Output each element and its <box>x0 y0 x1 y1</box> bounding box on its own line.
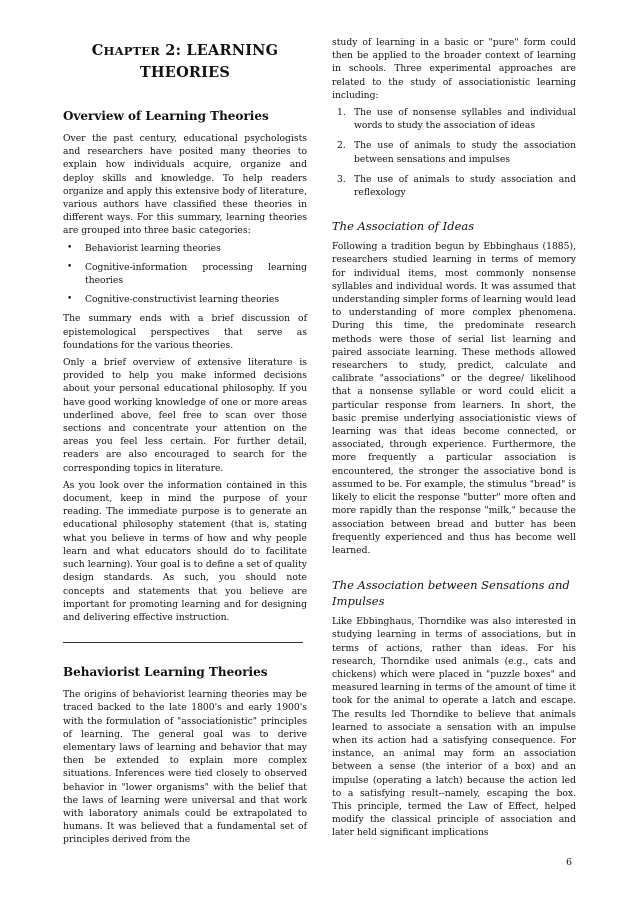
experimental-approaches-list <box>332 106 576 199</box>
list-item: • Behaviorist learning theories <box>67 242 221 254</box>
bullet-icon: • <box>67 261 73 272</box>
sensations-impulses-heading: The Association between Sensations and Impulses <box>332 578 570 609</box>
list-item: 1. The use of nonsense syllables and individual words to study the association of ideas <box>337 107 576 132</box>
chapter-prefix-rest: HAPTER <box>103 44 161 58</box>
left-column <box>63 36 307 851</box>
right-intro-paragraph: study of learning in a basic or "pure" form could then be applied to the broader context of learning in schools. Three experimental approaches are related to the study of associationistic learning including: <box>332 37 576 101</box>
association-of-ideas-paragraph: Following a tradition begun by Ebbinghaus (1885), researchers studied learning in terms of memory for individual items, most commonly nonsense syllables and individual words. It was assumed that understanding simpler forms of learning would lead to understanding of more complex phenomena. During this time, the predominate research methods were those of serial list learning and paired associate learning. These methods allowed researchers to study, predict, calculate and calibrate "associations" or the degree/ likelihood that a nonsense syllable or word could elicit a particular response from learners. In short, the basic premise underlying associationistic views of learning was that ideas become connected, or associated, through experience. Furthermore, the more frequently a particular association is encountered, the stronger the associative bond is assumed to be. For example, the stimulus "bread" is likely to elicit the response "butter" more often and more rapidly than the response "milk," because the association between bread and butter has been frequently experienced and thus has become well learned. <box>332 241 576 556</box>
spacer <box>332 206 576 218</box>
list-item: • Cognitive-constructivist learning theories <box>67 294 280 306</box>
overview-paragraph-2: The summary ends with a brief discussion of epistemological perspectives that serve as foundations for the various theories. <box>63 313 307 351</box>
behaviorist-paragraph-1: The origins of behaviorist learning theories may be traced backed to the late 1800's and early 1900's with the formulation of "associationistic" principles of learning. The general goal was to derive elementary laws of learning and behavior that may then be extended to explain more complex situations. Inferences were tied closely to observed behavior in "lower organisms" with the belief that the laws of learning were universal and that work with laboratory animals could be extrapolated to humans. It was believed that a fundamental set of principles derived from the <box>63 689 307 846</box>
overview-paragraph-4: As you look over the information contained in this document, keep in mind the purpose of your reading. The immediate purpose is to generate an educational philosophy statement (that is, stating what you believe in terms of how and why people learn and what educators should do to facilitate such learning). Your goal is to define a set of quality design standards. As such, you should note concepts and statements that you believe are important for promoting learning and for designing and delivering effective instruction. <box>63 479 307 623</box>
list-item: 2. The use of animals to study the association between sensations and impulses <box>337 140 576 165</box>
page-number: 6 <box>566 857 573 868</box>
list-item: 3. The use of animals to study association and reflexology <box>337 173 576 199</box>
chapter-title-line2: THEORIES <box>139 64 231 81</box>
chapter-number-label: 2: LEARNING <box>165 42 279 59</box>
association-of-ideas-heading: The Association of Ideas <box>332 219 475 234</box>
right-column <box>332 36 576 844</box>
section-divider <box>63 642 303 643</box>
overview-paragraph-1: Over the past century, educational psychologists and researchers have posited many theories to explain how individuals acquire, organize and deploy skills and knowledge. To help readers organize and apply this extensive body of literature, various authors have classified these theories in different ways. For this summary, learning theories are grouped into three basic categories: <box>63 133 307 237</box>
chapter-prefix-cap: C <box>91 42 104 59</box>
behaviorist-heading: Behaviorist Learning Theories <box>63 665 268 680</box>
spacer <box>332 561 576 577</box>
overview-heading: Overview of Learning Theories <box>63 109 269 123</box>
chapter-title <box>63 40 307 83</box>
bullet-icon: • <box>67 294 73 305</box>
sensations-impulses-paragraph: Like Ebbinghaus, Thorndike was also interested in studying learning in terms of associations, but in terms of actions, rather than ideas. For his research, Thorndike used animals (e.g., cats and chickens) which were placed in "puzzle boxes" and measured learning in terms of the amount of time it took for the animal to operate a latch and escape. The results led Thorndike to believe that animals learned to associate a sensation with an impulse when its action had a satisfying consequence. For instance, an animal may form an association between a sense (the interior of a box) and an impulse (operating a latch) because the action led to a satisfying result--namely, escaping the box. This principle, termed the Law of Effect, helped modify the classical principle of association and later held significant implications <box>332 616 576 839</box>
theory-categories-list <box>63 242 307 307</box>
list-item: • Cognitive-information processing learning theories <box>67 261 307 287</box>
bullet-icon: • <box>67 242 73 253</box>
overview-paragraph-3: Only a brief overview of extensive literature is provided to help you make informed decisions about your personal educational philosophy. If you have good working knowledge of one or more areas underlined above, feel free to scan over those sections and concentrate your attention on the areas you feel less certain. For further detail, readers are also encouraged to search for the corresponding topics in literature. <box>63 357 307 474</box>
